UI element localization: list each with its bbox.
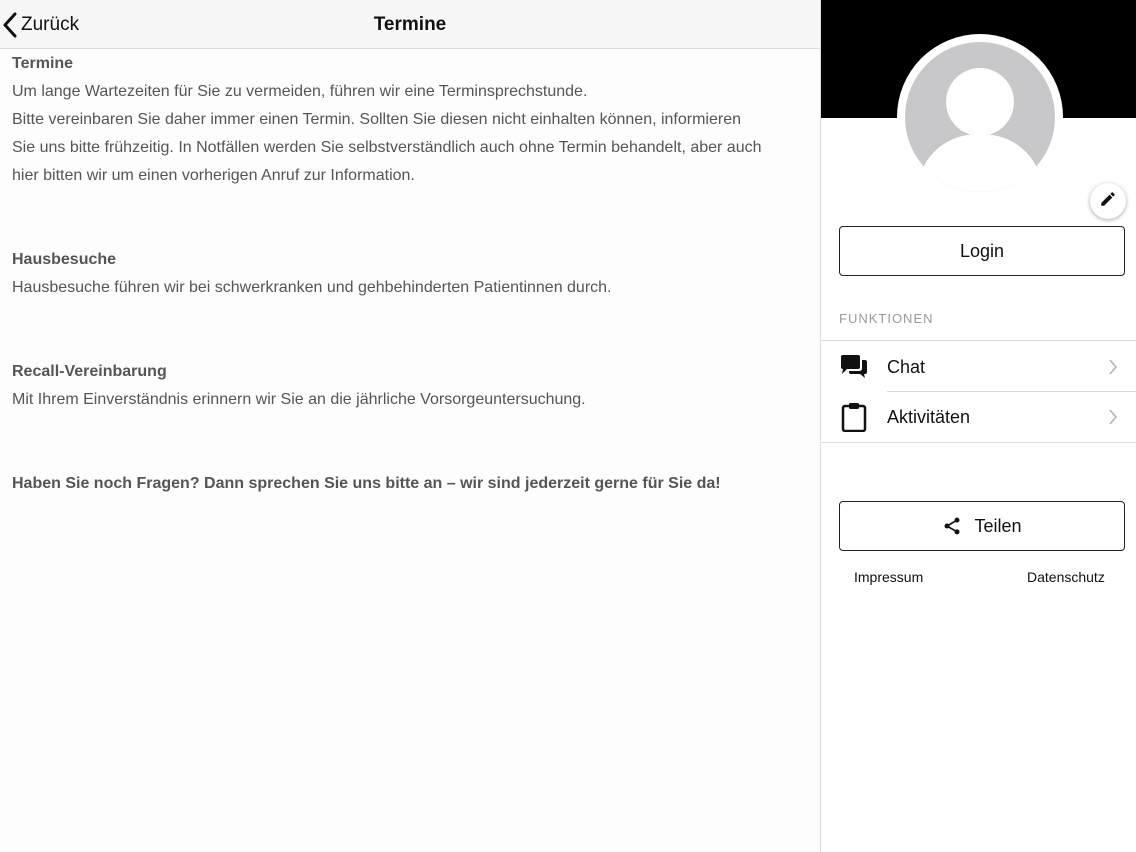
divider xyxy=(821,442,1136,443)
section-recall xyxy=(12,358,812,414)
section-heading: Termine xyxy=(12,55,74,72)
menu-item-aktivitaeten[interactable] xyxy=(821,392,1136,442)
pencil-icon xyxy=(1099,190,1117,213)
section-hausbesuche xyxy=(12,246,812,302)
sidebar xyxy=(821,0,1136,852)
chevron-right-icon xyxy=(1108,409,1136,425)
chat-icon xyxy=(821,355,887,379)
menu-item-label: Aktivitäten xyxy=(887,406,971,427)
avatar-container xyxy=(897,34,1063,200)
login-label: Login xyxy=(959,240,1005,261)
menu-item-label: Chat xyxy=(887,356,926,377)
impressum-link[interactable]: Impressum xyxy=(854,569,924,585)
user-silhouette-icon xyxy=(905,42,1055,192)
paragraph-line: Sie uns bitte frühzeitig. In Notfällen werden Sie selbstverständlich auch ohne Termin behandelt, aber auch xyxy=(12,139,762,156)
paragraph-line: Mit Ihrem Einverständnis erinnern wir Sie an die jährliche Vorsorgeuntersuchung. xyxy=(12,391,586,408)
paragraph-line: hier bitten wir um einen vorherigen Anruf zur Information. xyxy=(12,167,415,184)
menu-item-chat[interactable] xyxy=(821,342,1136,392)
share-label: Teilen xyxy=(974,515,1022,536)
section-termine xyxy=(12,50,812,190)
back-label: Zurück xyxy=(21,14,80,35)
navigation-bar xyxy=(0,0,820,49)
login-button[interactable] xyxy=(839,226,1125,276)
page-title: Termine xyxy=(373,14,447,35)
edit-avatar-button[interactable] xyxy=(1090,183,1126,219)
chevron-right-icon xyxy=(1108,359,1136,375)
divider xyxy=(821,340,1136,341)
avatar[interactable] xyxy=(905,42,1055,192)
functions-section-label: FUNKTIONEN xyxy=(839,311,934,326)
paragraph-line: Hausbesuche führen wir bei schwerkranken und gehbehinderten Patientinnen durch. xyxy=(12,279,612,296)
clipboard-icon xyxy=(821,402,887,432)
closing-text: Haben Sie noch Fragen? Dann sprechen Sie uns bitte an – wir sind jederzeit gerne für Sie da! xyxy=(12,475,721,492)
share-icon xyxy=(942,516,974,536)
datenschutz-link[interactable]: Datenschutz xyxy=(1027,569,1105,585)
paragraph-line: Um lange Wartezeiten für Sie zu vermeiden, führen wir eine Terminsprechstunde. xyxy=(12,83,588,100)
paragraph-line: Bitte vereinbaren Sie daher immer einen Termin. Sollten Sie diesen nicht einhalten können, informieren xyxy=(12,111,742,128)
section-heading: Recall-Vereinbarung xyxy=(12,363,167,380)
share-button[interactable] xyxy=(839,501,1125,551)
section-heading: Hausbesuche xyxy=(12,251,117,268)
